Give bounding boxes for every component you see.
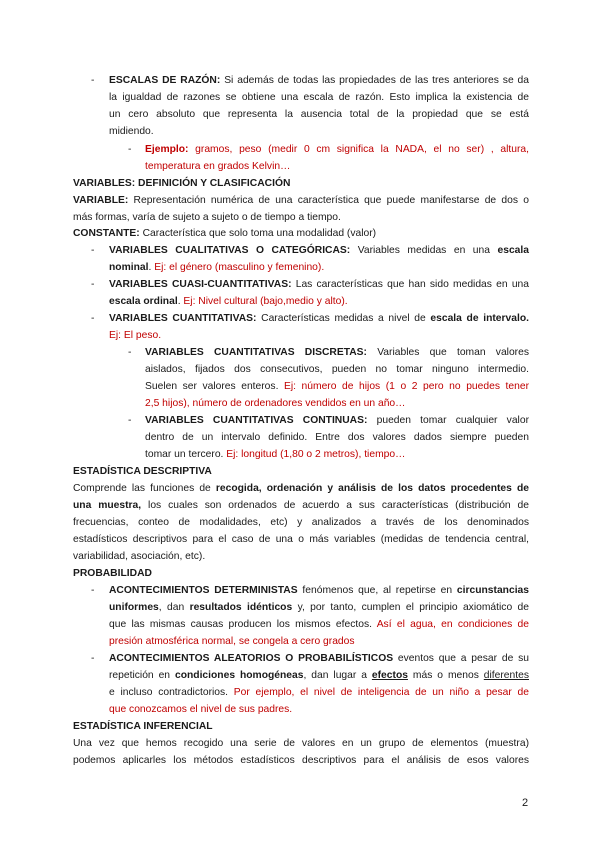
- aleatorios-example: Por ejemplo, el nivel de inteligencia de un niño a pesar de: [233, 687, 530, 698]
- bullet-dash: -: [128, 144, 132, 155]
- aleatorios-text: más o menos: [407, 670, 484, 681]
- deterministas-bold: resultados idénticos: [189, 602, 293, 613]
- example-text: gramos, peso (medir 0 cm significa la NADA, el no ser) , altura,: [188, 144, 529, 155]
- cuasi-example: Ej: Nivel cultural (bajo,medio y alto).: [183, 296, 348, 307]
- discretas-line-1: [145, 344, 529, 361]
- bullet-dash: -: [91, 653, 95, 664]
- aleatorios-text: repetición en: [109, 670, 175, 681]
- probabilidad-heading: PROBABILIDAD: [73, 568, 152, 579]
- descriptiva-line-1: [73, 480, 529, 497]
- cualitativas-bold: nominal: [109, 262, 149, 273]
- descriptiva-line-2: [73, 497, 529, 514]
- razon-line-3: un cero absoluto que representa la ausencia total de la propiedad que se está: [109, 109, 529, 120]
- inferencial-line-2: podemos aplicarles los métodos estadísticos descriptivos para el análisis de esos valores: [73, 755, 529, 766]
- cualitativas-line-2: [109, 259, 324, 276]
- aleatorios-line-1: [109, 650, 529, 667]
- discretas-line-4: 2,5 hijos), número de ordenadores vendidos en un año…: [145, 398, 406, 409]
- razon-line-2: la igualdad de razones se obtiene una escala de razón. Esto implica la existencia de: [109, 92, 529, 103]
- cuasi-line-2: [109, 293, 348, 310]
- continuas-text: pueden tomar cualquier valor: [367, 415, 529, 426]
- cuantitativas-label: VARIABLES CUANTITATIVAS:: [109, 313, 257, 324]
- descriptiva-bold: una muestra,: [73, 500, 142, 511]
- deterministas-text: y, por tanto, cumplen el principio axiomático de: [292, 602, 529, 613]
- inferencial-line-1: Una vez que hemos recogido una serie de valores en un grupo de elementos (muestra): [73, 738, 529, 749]
- razon-example-line-1: [145, 141, 529, 158]
- deterministas-example: Así el agua, en condiciones de: [376, 619, 529, 630]
- descriptiva-heading: ESTADÍSTICA DESCRIPTIVA: [73, 466, 212, 477]
- bullet-dash: -: [91, 279, 95, 290]
- cuantitativas-bold: escala de intervalo.: [430, 313, 529, 324]
- deterministas-label: ACONTECIMIENTOS DETERMINISTAS: [109, 585, 298, 596]
- discretas-label: VARIABLES CUANTITATIVAS DISCRETAS:: [145, 347, 367, 358]
- aleatorios-line-4: que conozcamos el nivel de sus padres.: [109, 704, 293, 715]
- discretas-text: Variables que toman valores: [366, 347, 529, 358]
- deterministas-text: , dan: [158, 602, 190, 613]
- variable-def-line-2: más formas, varía de sujeto a sujeto o de tiempo a tiempo.: [73, 212, 341, 223]
- descriptiva-line-4: estadísticos descriptivos para el caso de una o más variables (medidas de tendencia central,: [73, 534, 529, 545]
- page-number: 2: [522, 797, 529, 809]
- cuasi-label: VARIABLES CUASI-CUANTITATIVAS:: [109, 279, 292, 290]
- variable-text: Representación numérica de una característica que puede manifestarse de dos o: [128, 195, 529, 206]
- example-label: Ejemplo:: [145, 144, 189, 155]
- razon-line-1: [109, 72, 529, 89]
- descriptiva-text: Comprende las funciones de: [73, 483, 216, 494]
- continuas-line-2: dentro de un intervalo definido. Entre dos valores dados siempre pueden: [145, 432, 529, 443]
- cuasi-line-1: [109, 276, 529, 293]
- bullet-dash: -: [91, 245, 95, 256]
- continuas-label: VARIABLES CUANTITATIVAS CONTINUAS:: [145, 415, 368, 426]
- aleatorios-text: e incluso contradictorios.: [109, 687, 234, 698]
- cuantitativas-text: Características medidas a nivel de: [256, 313, 431, 324]
- inferencial-heading: ESTADÍSTICA INFERENCIAL: [73, 721, 213, 732]
- bullet-dash: -: [91, 313, 95, 324]
- cualitativas-line-1: [109, 242, 529, 259]
- cuantitativas-example: Ej: El peso.: [109, 330, 162, 341]
- discretas-line-3: [145, 378, 529, 395]
- aleatorios-line-3: [109, 684, 529, 701]
- cualitativas-example: Ej: el género (masculino y femenino).: [154, 262, 325, 273]
- razon-line-4: midiendo.: [109, 126, 154, 137]
- aleatorios-underline: efectos: [371, 670, 408, 681]
- bullet-dash: -: [128, 415, 132, 426]
- constante-def: [73, 225, 376, 242]
- variable-def-line-1: [73, 192, 529, 209]
- continuas-example: Ej: longitud (1,80 o 2 metros), tiempo…: [226, 449, 406, 460]
- discretas-example: Ej: número de hijos (1 o 2 pero no puedes tener: [283, 381, 529, 392]
- cualitativas-bold: escala: [497, 245, 529, 256]
- continuas-text: tomar un tercero.: [145, 449, 227, 460]
- descriptiva-line-3: frecuencias, conteo de modalidades, etc) y analizados a través de los denominados: [73, 517, 529, 528]
- deterministas-line-1: [109, 582, 529, 599]
- constante-text: Característica que solo toma una modalidad (valor): [139, 228, 377, 239]
- variables-heading: VARIABLES: DEFINICIÓN Y CLASIFICACIÓN: [73, 178, 291, 189]
- variable-label: VARIABLE:: [73, 195, 129, 206]
- deterministas-text: que las mismas causas producen los mismos efectos.: [109, 619, 377, 630]
- aleatorios-line-2: [109, 667, 529, 684]
- deterministas-bold: circunstancias: [456, 585, 530, 596]
- bullet-dash: -: [91, 75, 95, 86]
- descriptiva-text: los cuales son ordenados de acuerdo a sus características (distribución de: [141, 500, 530, 511]
- punct: .: [148, 262, 155, 273]
- cuasi-text: Las características que han sido medidas en una: [291, 279, 530, 290]
- deterministas-line-3: [109, 616, 529, 633]
- continuas-line-1: [145, 412, 529, 429]
- cualitativas-text: Variables medidas en una: [350, 245, 498, 256]
- discretas-line-2: aislados, fijados dos consecutivos, pueden no tomar ninguno intermedio.: [145, 364, 529, 375]
- cualitativas-label: VARIABLES CUALITATIVAS O CATEGÓRICAS:: [109, 245, 351, 256]
- aleatorios-label: ACONTECIMIENTOS ALEATORIOS O PROBABILÍSTICOS: [109, 653, 394, 664]
- aleatorios-underline: diferentes: [483, 670, 530, 681]
- deterministas-text: fenómenos que, al repetirse en: [297, 585, 457, 596]
- cuantitativas-line-1: [109, 310, 529, 327]
- aleatorios-bold: condiciones homogéneas: [174, 670, 304, 681]
- constante-label: CONSTANTE:: [73, 228, 140, 239]
- discretas-text: Suelen ser valores enteros.: [145, 381, 284, 392]
- deterministas-line-4: presión atmosférica normal, se congela a cero grados: [109, 636, 355, 647]
- descriptiva-bold: recogida, ordenación y análisis de los datos procedentes de: [215, 483, 529, 494]
- deterministas-line-2: [109, 599, 529, 616]
- bullet-dash: -: [91, 585, 95, 596]
- aleatorios-text: , dan lugar a: [303, 670, 372, 681]
- razon-text: Si además de todas las propiedades de las tres anteriores se da: [220, 75, 530, 86]
- bullet-dash: -: [128, 347, 132, 358]
- razon-label: ESCALAS DE RAZÓN:: [109, 75, 221, 86]
- deterministas-bold: uniformes: [109, 602, 159, 613]
- punct: .: [177, 296, 184, 307]
- continuas-line-3: [145, 446, 405, 463]
- cuasi-bold: escala ordinal: [109, 296, 178, 307]
- aleatorios-text: eventos que a pesar de su: [393, 653, 529, 664]
- descriptiva-line-5: variabilidad, asociación, etc).: [73, 551, 206, 562]
- razon-example-line-2: temperatura en grados Kelvin…: [145, 161, 291, 172]
